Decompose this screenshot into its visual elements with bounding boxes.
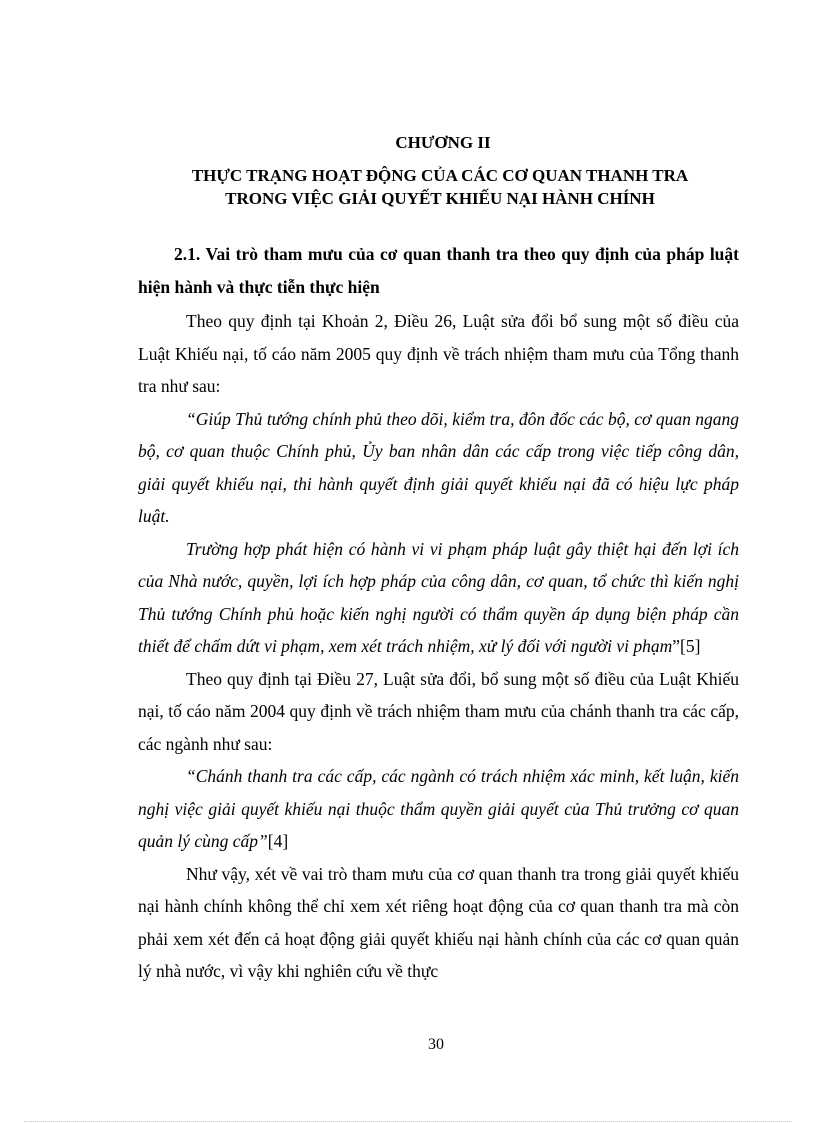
- paragraph-1: Theo quy định tại Khoản 2, Điều 26, Luật sửa đổi bổ sung một số điều của Luật Khiếu nại, tố cáo năm 2005 quy định về trách nhiệm tham mưu của Tổng thanh tra như sau:: [138, 311, 739, 396]
- quote-2: [138, 533, 739, 663]
- quote-2-reference: ”[5]: [672, 636, 701, 656]
- chapter-title-line-2: TRONG VIỆC GIẢI QUYẾT KHIẾU NẠI HÀNH CHÍNH: [225, 189, 655, 208]
- page-number: 30: [428, 1036, 444, 1053]
- chapter-title-line-1: THỰC TRẠNG HOẠT ĐỘNG CỦA CÁC CƠ QUAN THANH TRA: [191, 166, 689, 185]
- quote-1: “Giúp Thủ tướng chính phủ theo dõi, kiểm tra, đôn đốc các bộ, cơ quan ngang bộ, cơ quan thuộc Chính phủ, Ủy ban nhân dân các cấp trong việc tiếp công dân, giải quyết khiếu nại, thi hành quyết định giải quyết khiếu nại đã có hiệu lực pháp luật.: [138, 408, 739, 526]
- paragraph-2: Theo quy định tại Điều 27, Luật sửa đổi, bổ sung một số điều của Luật Khiếu nại, tố cáo năm 2004 quy định về trách nhiệm tham mưu của chánh thanh tra các cấp, các ngành như sau:: [138, 668, 739, 754]
- quote-2-text: Trường hợp phát hiện có hành vi vi phạm pháp luật gây thiệt hại đến lợi ích của Nhà nước, quyền, lợi ích hợp pháp của công dân, cơ quan, tổ chức thì kiến nghị Thủ tướng Chính phủ hoặc kiến nghị người có thẩm quyền áp dụng biện pháp cần thiết để chấm dứt vi phạm, xem xét trách nhiệm, xử lý đối với người vi phạm: [138, 538, 739, 656]
- paragraph-3: Như vậy, xét về vai trò tham mưu của cơ quan thanh tra trong giải quyết khiếu nại hành chính không thể chỉ xem xét riêng hoạt động của cơ quan thanh tra mà còn phải xem xét đến cả hoạt động giải quyết khiếu nại hành chính của các cơ quan quản lý nhà nước, vì vậy khi nghiên cứu về thực: [138, 863, 739, 981]
- chapter-title: [140, 164, 740, 210]
- body-text: [138, 238, 739, 988]
- chapter-label: CHƯƠNG II: [395, 133, 491, 152]
- quote-3: [138, 760, 739, 858]
- quote-3-reference: [4]: [267, 831, 289, 851]
- quote-3-text: “Chánh thanh tra các cấp, các ngành có trách nhiệm xác minh, kết luận, kiến nghị việc giải quyết khiếu nại thuộc thẩm quyền giải quyết của Thủ trưởng cơ quan quản lý cùng cấp”: [138, 766, 739, 851]
- section-heading: 2.1. Vai trò tham mưu của cơ quan thanh tra theo quy định của pháp luật hiện hành và thực tiễn thực hiện: [138, 244, 739, 297]
- page-bottom-divider: [24, 1121, 792, 1122]
